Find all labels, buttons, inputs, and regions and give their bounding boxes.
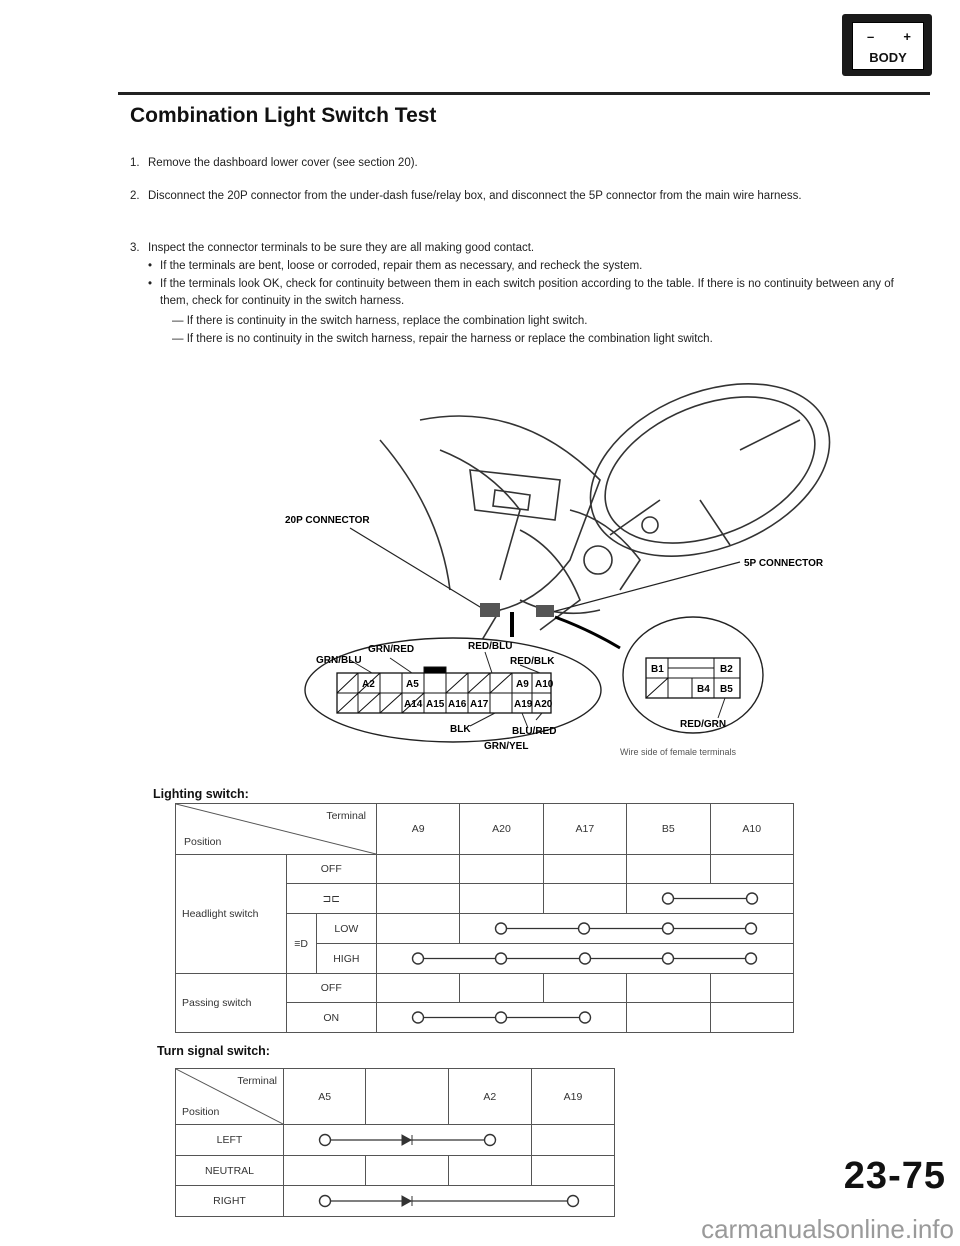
table-corner-cell (176, 1069, 284, 1125)
table-row (176, 974, 794, 1003)
position-label: LEFT (176, 1125, 284, 1156)
minus-terminal: – (867, 29, 875, 44)
bullet-text: If the terminals are bent, loose or corroded, repair them as necessary, and recheck the system. (160, 260, 643, 272)
column-header: A5 (284, 1069, 366, 1125)
5p-connector-face (623, 617, 763, 733)
pin-label: A2 (362, 679, 375, 690)
wire-label: RED/BLK (510, 656, 555, 667)
table-row (176, 1186, 615, 1217)
table-row (176, 1156, 615, 1186)
position-label: OFF (286, 855, 376, 884)
dashboard-illustration (380, 360, 855, 660)
step-text: Inspect the connector terminals to be sure they are all making good contact. (148, 242, 535, 254)
step-number: 3. (130, 242, 140, 254)
continuity-span (284, 1186, 615, 1217)
step-1 (130, 155, 918, 172)
page-title: Combination Light Switch Test (130, 104, 437, 127)
pin-label: A19 (514, 699, 533, 710)
pin-label: A15 (426, 699, 445, 710)
wire-label: RED/GRN (680, 719, 727, 730)
table-corner-cell (176, 804, 377, 855)
continuity-span (460, 914, 794, 944)
20p-connector-face (305, 638, 601, 752)
header-rule (118, 92, 930, 95)
20p-connector-label: 20P CONNECTOR (285, 515, 370, 526)
figure-caption: Wire side of female terminals (620, 747, 737, 757)
sub-item: — If there is continuity in the switch harness, replace the combination light switch. (172, 315, 588, 327)
table-row (176, 855, 794, 884)
page-number: 23-75 (843, 1155, 946, 1197)
table-row (176, 1125, 615, 1156)
step-text: Disconnect the 20P connector from the under-dash fuse/relay box, and disconnect the 5P connector from the main wire harness. (148, 190, 802, 202)
column-header: A10 (710, 804, 794, 855)
table-header-row (176, 1069, 615, 1125)
corner-terminal-label: Terminal (237, 1075, 277, 1087)
pin-label: A10 (535, 679, 554, 690)
step-number: 1. (130, 157, 140, 169)
bullet-icon: • (148, 278, 153, 290)
row-group-label: Headlight switch (176, 855, 287, 974)
position-label: ⊐⊏ (286, 884, 376, 914)
position-label: LOW (316, 914, 376, 944)
pin-label: B1 (651, 664, 664, 675)
wire-label: GRN/YEL (484, 741, 529, 752)
column-header: A17 (543, 804, 626, 855)
column-header: B5 (627, 804, 711, 855)
pin-label: A5 (406, 679, 419, 690)
wire-label: BLU/RED (512, 726, 557, 737)
lighting-switch-table (175, 803, 794, 1033)
table-header-row (176, 804, 794, 855)
wire-label: GRN/BLU (316, 655, 362, 666)
step-2 (130, 188, 918, 205)
corner-position-label: Position (182, 1106, 220, 1118)
pin-label: A17 (470, 699, 489, 710)
position-label: OFF (286, 974, 376, 1003)
5p-connector-label: 5P CONNECTOR (744, 558, 824, 569)
wire-label: GRN/RED (368, 644, 415, 655)
continuity-span (377, 1003, 627, 1033)
continuity-span (377, 944, 794, 974)
body-section-badge (842, 14, 932, 76)
position-label: ON (286, 1003, 376, 1033)
step-text: Remove the dashboard lower cover (see section 20). (148, 157, 418, 169)
row-group-label: Passing switch (176, 974, 287, 1033)
column-header: A19 (532, 1069, 615, 1125)
pin-label: A14 (404, 699, 423, 710)
wire-label: RED/BLU (468, 641, 513, 652)
bullet-item (148, 276, 920, 310)
beam-icon: ≡D (286, 914, 316, 974)
corner-position-label: Position (184, 836, 222, 848)
20p-connector-shape (480, 603, 500, 617)
bullet-text: If the terminals look OK, check for continuity between them in each switch position according to the table. If there is no continuity between any of them, check for continuity in the switch harness. (160, 278, 894, 307)
position-label: HIGH (316, 944, 376, 974)
position-label: NEUTRAL (176, 1156, 284, 1186)
continuity-span (627, 884, 794, 914)
column-header: A20 (460, 804, 543, 855)
position-label: RIGHT (176, 1186, 284, 1217)
wire-label: BLK (450, 724, 471, 735)
sub-item: — If there is no continuity in the switch harness, repair the harness or replace the combination light switch. (172, 333, 713, 345)
column-header (366, 1069, 448, 1125)
bullet-item (148, 258, 920, 275)
5p-connector-shape (536, 605, 554, 617)
badge-label: BODY (869, 50, 907, 65)
turn-signal-switch-table (175, 1068, 615, 1217)
watermark: carmanualsonline.info (701, 1214, 954, 1244)
plus-terminal: + (903, 29, 911, 44)
pin-label: B2 (720, 664, 733, 675)
bullet-icon: • (148, 260, 153, 272)
pin-label: A20 (534, 699, 553, 710)
column-header: A9 (377, 804, 460, 855)
corner-terminal-label: Terminal (326, 810, 366, 822)
pin-label: B4 (697, 684, 710, 695)
pin-label: B5 (720, 684, 733, 695)
lighting-switch-label: Lighting switch: (153, 787, 249, 801)
pin-label: A9 (516, 679, 529, 690)
continuity-span (284, 1125, 532, 1156)
turn-signal-switch-label: Turn signal switch: (157, 1044, 270, 1058)
battery-icon (852, 22, 924, 70)
step-number: 2. (130, 190, 140, 202)
connector-location-diagram (140, 360, 920, 780)
pin-label: A16 (448, 699, 467, 710)
step-3 (130, 240, 918, 257)
column-header: A2 (448, 1069, 531, 1125)
